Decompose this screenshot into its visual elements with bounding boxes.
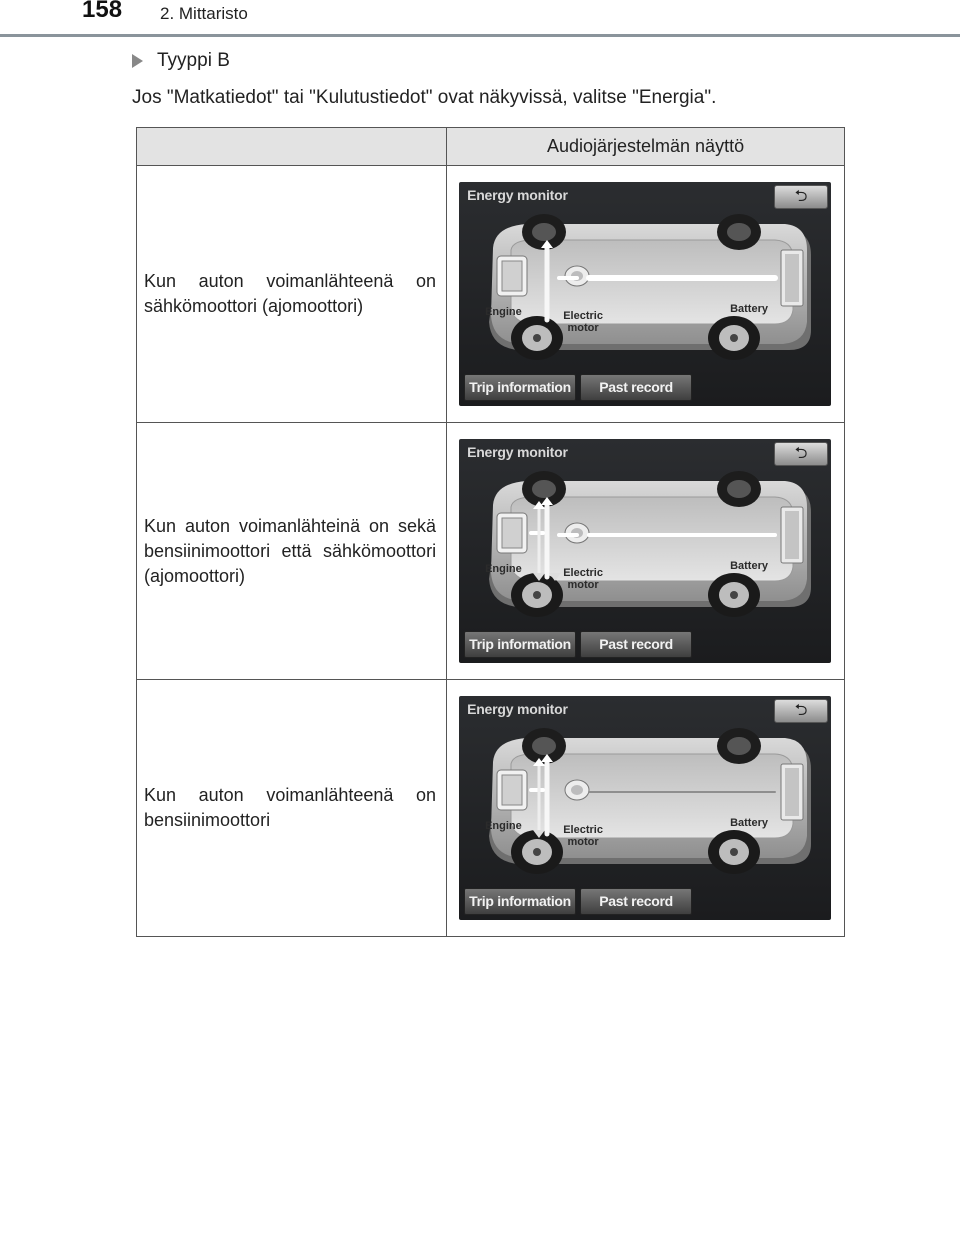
table-header-condition: [137, 128, 447, 166]
intro-paragraph: Jos "Matkatiedot" tai "Kulutustiedot" ovat näkyvissä, valitse "Energia".: [132, 87, 717, 108]
back-arrow-icon: ⮌: [794, 445, 808, 462]
screen-title: Energy monitor: [467, 444, 568, 460]
wheel-rear-left: [717, 214, 761, 250]
engine-block: [497, 256, 527, 296]
energy-monitor-screen: [459, 439, 831, 663]
back-arrow-icon: ⮌: [794, 188, 808, 205]
battery-label: Battery: [730, 560, 768, 572]
energy-monitor-table: [136, 127, 845, 937]
condition-text: Kun auton voimanlähteinä on sekä bensiinimoottori että sähkömoottori (ajomoottori): [144, 515, 437, 586]
car-diagram: [459, 467, 831, 627]
back-arrow-icon: ⮌: [794, 702, 808, 719]
wheel-front-right: [511, 830, 563, 874]
condition-cell: [137, 423, 447, 680]
header-rule: [0, 34, 960, 37]
past-record-button[interactable]: Past record: [580, 888, 692, 915]
past-record-button[interactable]: Past record: [580, 631, 692, 658]
electric-motor-label: Electric motor: [563, 310, 603, 334]
condition-text: Kun auton voimanlähteenä on sähkömoottori (ajomoottori): [144, 271, 437, 316]
triangle-bullet-icon: [132, 54, 143, 68]
engine-block: [497, 770, 527, 810]
wheel-rear-left: [717, 471, 761, 507]
wheel-rear-right: [708, 316, 760, 360]
condition-cell: [137, 680, 447, 937]
car-diagram: [459, 210, 831, 370]
wheel-rear-right: [708, 830, 760, 874]
table-row: [137, 680, 845, 937]
battery-label: Battery: [730, 303, 768, 315]
electric-motor: [565, 780, 589, 800]
trip-information-button[interactable]: Trip information: [464, 631, 576, 658]
screenshot-cell: [447, 166, 845, 423]
car-diagram: [459, 724, 831, 884]
screenshot-cell: [447, 423, 845, 680]
engine-label: Engine: [485, 306, 522, 318]
subheading-text: Tyyppi B: [157, 50, 230, 71]
condition-text: Kun auton voimanlähteenä on bensiinimoottori: [144, 785, 437, 830]
screenshot-cell: [447, 680, 845, 937]
subheading: [132, 50, 230, 72]
trip-information-button[interactable]: Trip information: [464, 888, 576, 915]
past-record-button[interactable]: Past record: [580, 374, 692, 401]
back-button[interactable]: [774, 699, 828, 723]
electric-motor-label: Electric motor: [563, 824, 603, 848]
screen-title: Energy monitor: [467, 187, 568, 203]
table-row: [137, 423, 845, 680]
engine-label: Engine: [485, 820, 522, 832]
wheel-front-right: [511, 316, 563, 360]
electric-motor-label: Electric motor: [563, 567, 603, 591]
energy-monitor-screen: [459, 182, 831, 406]
wheel-rear-left: [717, 728, 761, 764]
engine-label: Engine: [485, 563, 522, 575]
back-button[interactable]: [774, 185, 828, 209]
table-header-row: [137, 128, 845, 166]
battery-pack: [781, 507, 803, 563]
energy-monitor-screen: [459, 696, 831, 920]
screen-title: Energy monitor: [467, 701, 568, 717]
trip-information-button[interactable]: Trip information: [464, 374, 576, 401]
condition-cell: [137, 166, 447, 423]
table-row: [137, 166, 845, 423]
battery-label: Battery: [730, 817, 768, 829]
page-header: [0, 0, 960, 40]
battery-pack: [781, 764, 803, 820]
table-header-display: Audiojärjestelmän näyttö: [447, 128, 845, 166]
page-number: 158: [82, 0, 123, 23]
chapter-title: 2. Mittaristo: [160, 4, 248, 23]
battery-pack: [781, 250, 803, 306]
wheel-rear-right: [708, 573, 760, 617]
back-button[interactable]: [774, 442, 828, 466]
engine-block: [497, 513, 527, 553]
